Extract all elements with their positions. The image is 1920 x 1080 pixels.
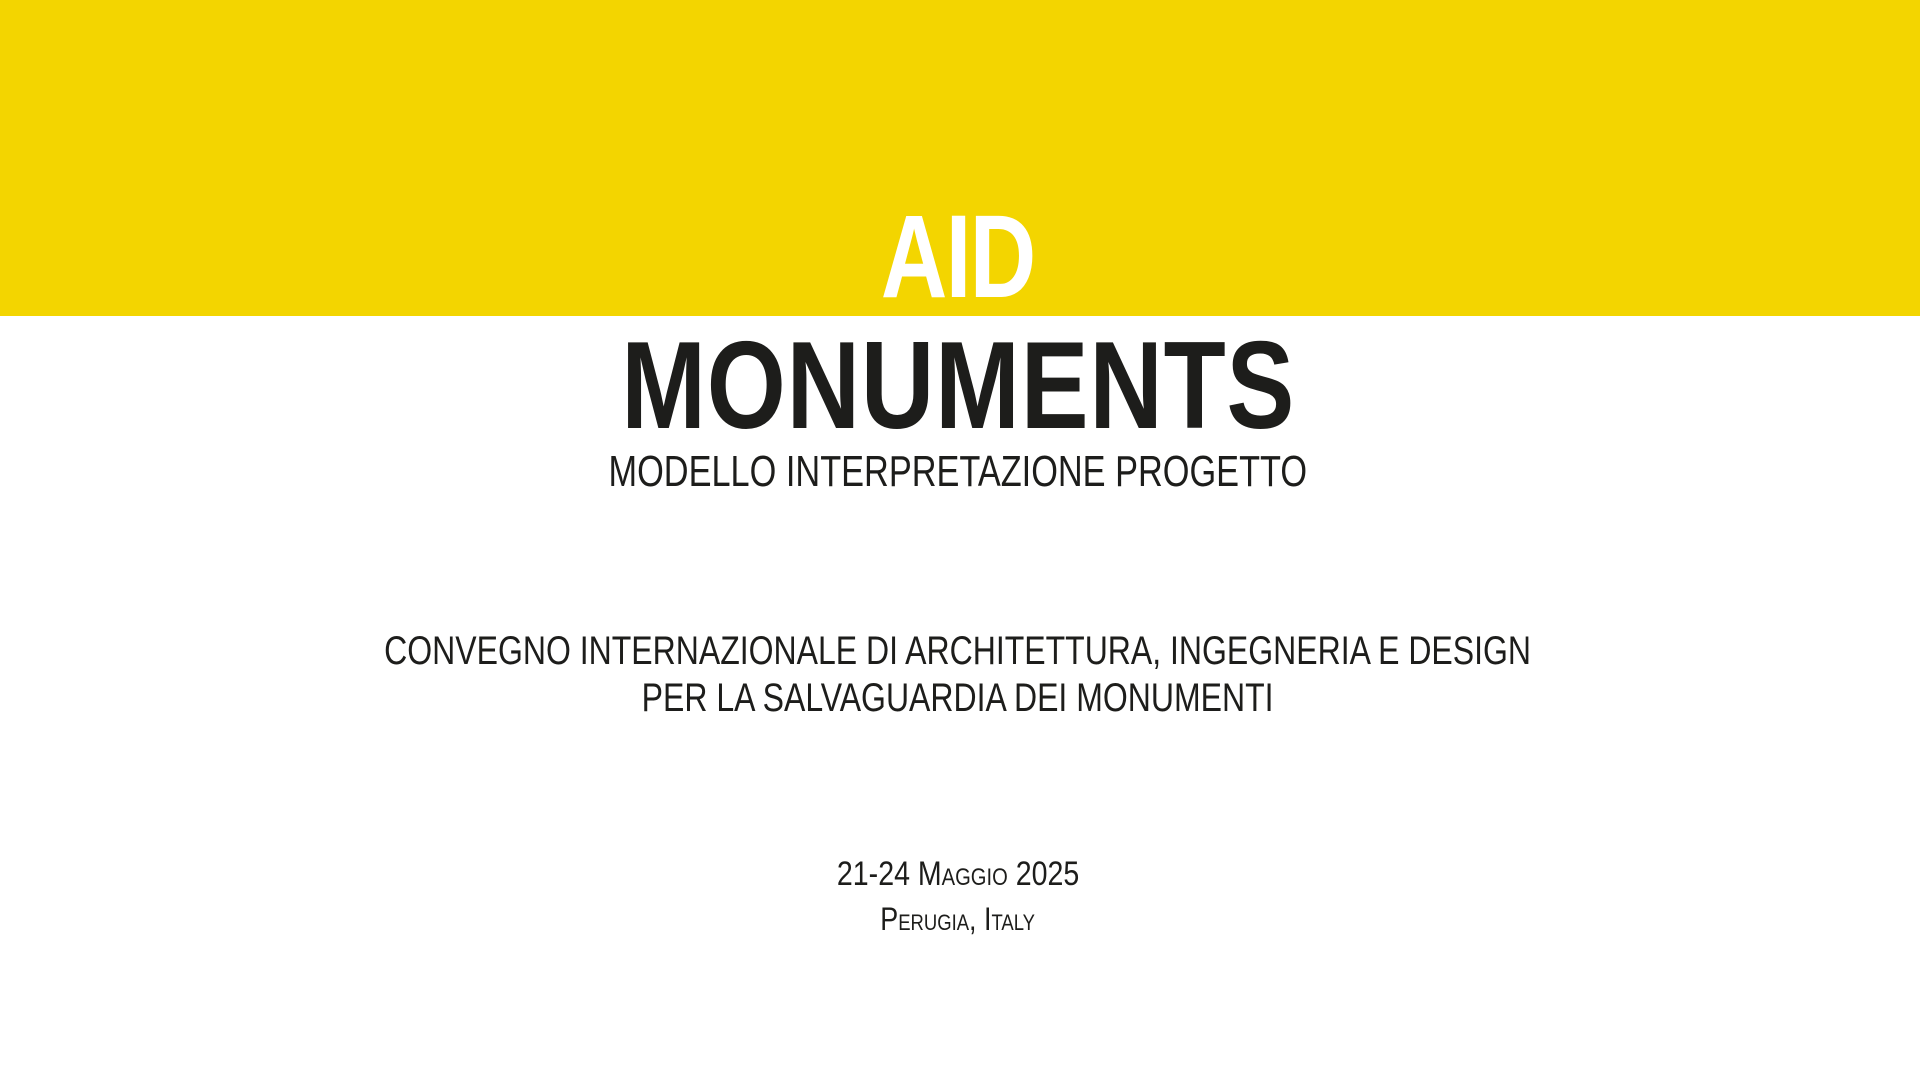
- conference-line-1: CONVEGNO INTERNAZIONALE DI ARCHITETTURA, INGEGNERIA E DESIGN: [384, 629, 1532, 673]
- logo-aid-text: AID: [880, 191, 1035, 323]
- aid-monuments-logo: [0, 0, 1920, 520]
- logo-tagline: MODELLO INTERPRETAZIONE PROGETTO: [608, 447, 1308, 496]
- conference-line-2: PER LA SALVAGUARDIA DEI MONUMENTI: [641, 676, 1274, 720]
- logo-monuments-text: MONUMENTS: [621, 317, 1296, 455]
- event-date: 21-24 Maggio 2025: [836, 855, 1080, 893]
- event-place: Perugia, Italy: [880, 901, 1035, 937]
- conference-description: [190, 628, 1726, 722]
